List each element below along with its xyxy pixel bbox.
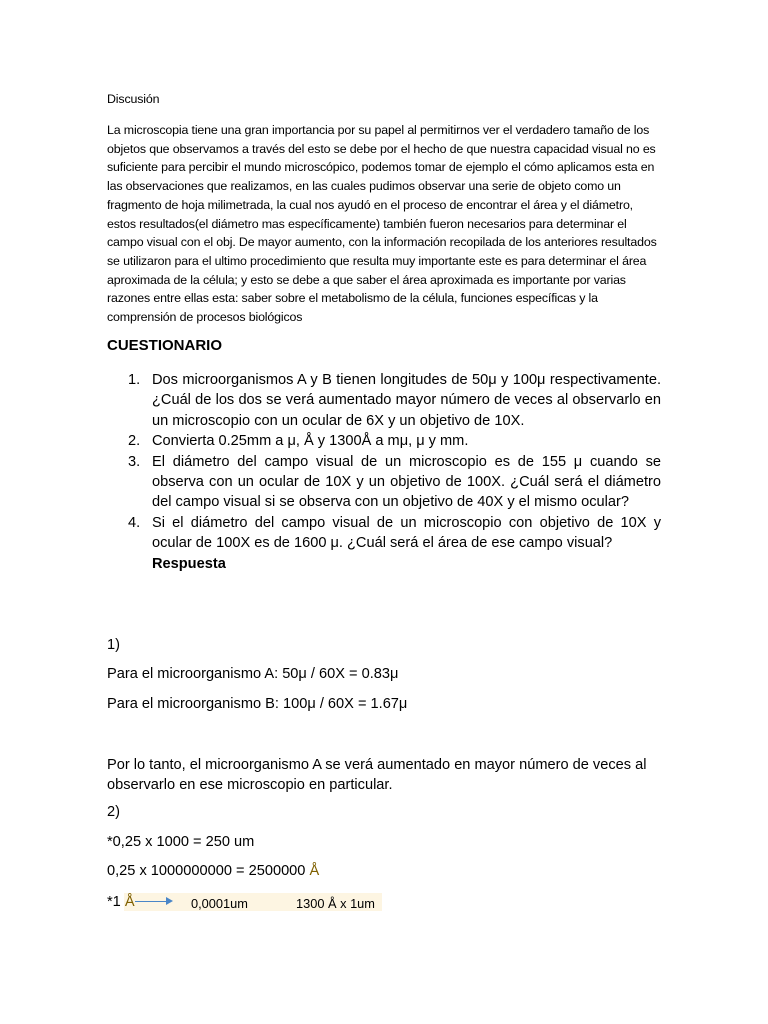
answer-2-label: 2): [107, 804, 120, 820]
question-number: 1.: [128, 372, 141, 388]
angstrom-unit: Å: [309, 863, 320, 879]
answer-1-line-a: Para el microorganismo A: 50μ / 60X = 0.83μ: [107, 666, 399, 682]
answer-2-line-b: [107, 863, 319, 879]
arrow-right-icon: [135, 901, 167, 902]
discussion-paragraph: La microscopia tiene una gran importancia por su papel al permitirnos ver el verdadero tamaño de los objetos que observamos a través del esto se debe por el hecho de que nuestra capacidad visual no es suficiente para percibir el mundo microscópico, podemos tomar de ejemplo el cómo aplicamos esta en las observaciones que realizamos, en las cuales pudimos observar una serie de objeto como un fragmento de hoja milimetrada, la cual nos ayudó en el proceso de encontrar el área y el diámetro, estos resultados(el diámetro mas específicamente) también fueron necesarios para determinar el campo visual con el obj. De mayor aumento, con la información recopilada de los anteriores resultados se utilizaron para el ultimo procedimiento que resulta muy importante este es para determinar el área aproximada de la célula; y esto se debe a que saber el área aproximada es importante por varias razones entre ellas esta: saber sobre el metabolismo de la célula, funciones específicas y la comprensión de procesos biológicos: [107, 123, 657, 325]
question-item: [128, 452, 661, 513]
answer-1-conclusion: Por lo tanto, el microorganismo A se verá aumentado en mayor número de veces al observarlo en ese microscopio en particular.: [107, 757, 647, 794]
question-item: [128, 370, 661, 431]
question-text: El diámetro del campo visual de un microscopio es de 155 μ cuando se observa con un ocular de 10X y un objetivo de 100X. ¿Cuál será el diámetro del campo visual si se observa con un objetivo de 40X y el mismo ocular?: [152, 453, 661, 511]
answer-label: Respuesta: [152, 555, 226, 572]
arrowhead-icon: [166, 897, 173, 905]
answer-1-line-b: Para el microorganismo B: 100μ / 60X = 1.67μ: [107, 696, 408, 712]
answer-2-line-a: *0,25 x 1000 = 250 um: [107, 834, 255, 850]
answer-2-line-b-text: 0,25 x 1000000000 = 2500000: [107, 863, 310, 879]
question-item: [128, 513, 661, 574]
discussion-title: Discusión: [107, 92, 160, 106]
question-text: Dos microorganismos A y B tienen longitudes de 50μ y 100μ respectivamente. ¿Cuál de los dos se verá aumentado mayor número de veces al observarlo en un microscopio con un ocular de 6X y un objetivo de 10X.: [152, 372, 661, 429]
angstrom-unit: Å: [124, 894, 135, 910]
cuestionario-title: CUESTIONARIO: [107, 337, 223, 354]
question-number: 3.: [128, 453, 141, 470]
answer-2-calc: 1300 Å x 1um: [296, 896, 375, 911]
question-number: 2.: [128, 433, 141, 450]
answer-2-value: 0,0001um: [191, 896, 248, 911]
discussion-section: [107, 121, 663, 327]
answer-2-line-c-prefix: *1: [107, 894, 125, 910]
question-item: [128, 431, 661, 451]
question-list: [107, 370, 661, 574]
answer-1-label: 1): [107, 637, 120, 653]
question-number: 4.: [128, 514, 141, 531]
answer-2-line-c: [107, 894, 135, 914]
question-text: Si el diámetro del campo visual de un microscopio con objetivo de 10X y ocular de 100X es de 1600 μ. ¿Cuál será el área de ese campo visual?: [152, 514, 661, 552]
question-text: Convierta 0.25mm a μ, Å y 1300Å a mμ, μ y mm.: [152, 433, 469, 450]
